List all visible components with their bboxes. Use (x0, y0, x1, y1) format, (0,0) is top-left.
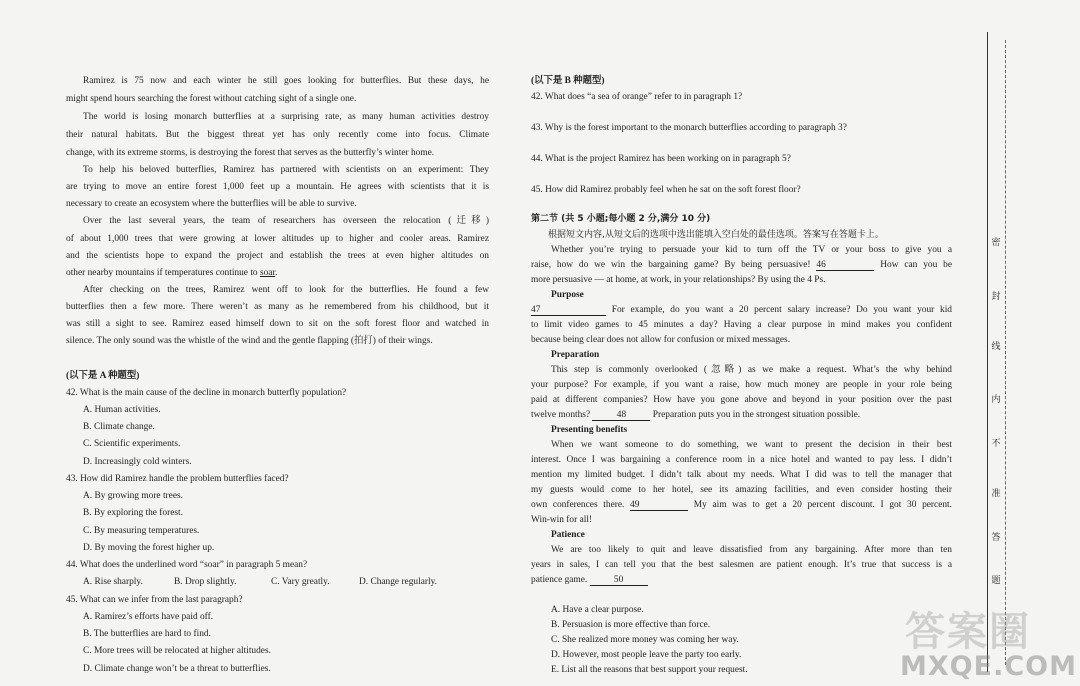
blank-47[interactable]: 47 (531, 305, 606, 316)
option[interactable]: C. More trees will be relocated at higher altitudes. (83, 646, 271, 656)
passage-line: because being clear does not allow for confusion or mixed messages. (531, 335, 791, 345)
binding-dashed-line (1005, 40, 1007, 665)
passage-line: might spend hours searching the forest without catching sight of a single one. (66, 94, 357, 104)
underlined-word-soar: soar (259, 268, 276, 278)
passage-line: When we want someone to do something, we want to present the decision in their best (551, 440, 952, 450)
blank-48[interactable]: 48 (592, 410, 650, 421)
passage-line: necessary to create an ecosystem where the butterflies will be able to survive. (66, 199, 357, 209)
binding-char: 准 (991, 489, 1001, 499)
passage-line (531, 499, 952, 511)
passage-line: their natural habitats. But the biggest threat yet has only recently come into focus. Climate (66, 130, 489, 140)
binding-char: 密 (991, 238, 1001, 248)
part-two-instruction: 根据短文内容,从短文后的选项中选出能填入空白处的最佳选项。答案写在答题卡上。 (548, 230, 884, 240)
passage-line: butterflies then a few more. There weren’t as many as he remembered from his childhood, but it (66, 302, 489, 312)
passage-line: This step is commonly overlooked (忽略) as we make a request. What’s the why behind (551, 365, 952, 375)
heading-purpose: Purpose (551, 290, 584, 300)
question-43-b: 43. Why is the forest important to the monarch butterflies according to paragraph 3? (531, 123, 847, 133)
passage-line: other nearby mountains if temperatures continue to soar. (66, 268, 278, 278)
passage-line: of about 1,000 trees that were growing at lower altitudes up to higher and cooler areas. Ramirez (66, 234, 489, 244)
question-44-b: 44. What is the project Ramirez has been working on in paragraph 5? (531, 154, 791, 164)
option[interactable]: A. Have a clear purpose. (551, 605, 644, 615)
passage-line: interest. Once I was bargaining a conference room in a nice hotel and wanted to pay less. I didn’t (531, 455, 952, 465)
passage-line: change, with its extreme storms, is destroying the forest that serves as the butterfly’s winter home. (66, 148, 435, 158)
blank-49[interactable]: 49 (630, 500, 688, 511)
passage-line: After checking on the trees, Ramirez went off to look for the butterflies. He found a few (83, 285, 489, 295)
heading-presenting-benefits: Presenting benefits (551, 425, 628, 435)
option[interactable]: D. By moving the forest higher up. (83, 543, 215, 553)
passage-line (531, 574, 648, 586)
question-43: 43. How did Ramirez handle the problem butterflies faced? (66, 474, 289, 484)
passage-text: raise, how do we win the bargaining game? By being persuasive! (531, 260, 817, 270)
heading-preparation: Preparation (551, 350, 600, 360)
passage-line (531, 304, 952, 316)
binding-char: 封 (991, 292, 1001, 302)
option[interactable]: A. By growing more trees. (83, 491, 183, 501)
binding-char: 线 (991, 342, 1001, 352)
passage-text: twelve months? (531, 410, 593, 420)
option[interactable]: C. Vary greatly. (271, 577, 330, 587)
binding-char: 答 (991, 533, 1001, 543)
binding-char: 题 (991, 576, 1001, 586)
passage-line: Win-win for all! (531, 515, 593, 525)
watermark-url: MXQE.COM (900, 651, 1077, 682)
passage-line: paid at different companies? How have you gone above and beyond in your position over the past (531, 395, 952, 405)
passage-line: was still a sight to see. Ramirez eased himself down to sit on the soft forest floor and watched in (66, 319, 489, 329)
passage-line: We are too likely to quit and leave dissatisfied from any bargaining. After more than ten (551, 545, 952, 555)
option[interactable]: D. Increasingly cold winters. (83, 457, 192, 467)
passage-text: My aim was to get a 20 percent discount. I got 30 percent. (688, 500, 952, 510)
option[interactable]: B. By exploring the forest. (83, 508, 183, 518)
question-42: 42. What is the main cause of the decline in monarch butterfly population? (66, 388, 347, 398)
binding-line (987, 32, 988, 672)
passage-text: How can you be (874, 260, 952, 270)
binding-char: 内 (991, 395, 1001, 405)
passage-line: your purpose? For example, if you want a raise, how much money are people in your role being (531, 380, 952, 390)
blank-50[interactable]: 50 (590, 575, 648, 586)
heading-patience: Patience (551, 530, 585, 540)
option[interactable]: D. However, most people leave the party too early. (551, 650, 742, 660)
passage-line: Ramirez is 75 now and each winter he still goes looking for butterflies. But these days, he (83, 76, 489, 86)
section-b-header: (以下是 B 种题型) (531, 76, 605, 86)
option[interactable]: A. Ramirez’s efforts have paid off. (83, 612, 214, 622)
passage-text: other nearby mountains if temperatures continue to (66, 268, 260, 278)
passage-line: my guests would come to her hotel, see its amazing facilities, and even consider hosting their (531, 485, 952, 495)
binding-char: 不 (991, 439, 1001, 449)
option[interactable]: D. Climate change won’t be a threat to butterflies. (83, 664, 271, 674)
option[interactable]: C. By measuring temperatures. (83, 526, 200, 536)
option[interactable]: B. Climate change. (83, 422, 155, 432)
passage-text: own conferences there. (531, 500, 631, 510)
part-two-title: 第二节 (共 5 小题;每小题 2 分,满分 10 分) (531, 214, 711, 224)
passage-line: to limit video games to 45 minutes a day? Having a clear purpose in mind makes you confident (531, 320, 952, 330)
passage-line: Over the last several years, the team of researchers has overseen the relocation (迁移) (83, 216, 489, 226)
option[interactable]: B. Drop slightly. (174, 577, 237, 587)
passage-line: silence. The only sound was the whistle of the wind and the gentle flapping (拍打) of their wings. (66, 336, 433, 346)
passage-line: To help his beloved butterflies, Ramirez has partnered with scientists on an experiment: They (83, 165, 489, 175)
option[interactable]: C. She realized more money was coming her way. (551, 635, 739, 645)
passage-line: Whether you’re trying to persuade your kid to turn off the TV or your boss to give you a (551, 245, 952, 255)
passage-line (531, 409, 860, 421)
passage-line: more persuasive — at home, at work, in your relationships? By using the 4 Ps. (531, 275, 826, 285)
blank-46[interactable]: 46 (816, 260, 874, 271)
passage-line: are trying to move an entire forest 1,000 feet up a mountain. He agrees with scientists that it is (66, 182, 489, 192)
passage-line (531, 259, 952, 271)
passage-text: patience game. (531, 575, 590, 585)
passage-text: Preparation puts you in the strongest situation possible. (650, 410, 861, 420)
option[interactable]: D. Change regularly. (359, 577, 438, 587)
passage-line: and the scientists hope to expand the project and establish the trees at even higher altitudes on (66, 251, 489, 261)
option[interactable]: E. List all the reasons that best support your request. (551, 665, 748, 675)
option[interactable]: A. Human activities. (83, 405, 161, 415)
option[interactable]: B. The butterflies are hard to find. (83, 629, 211, 639)
option[interactable]: C. Scientific experiments. (83, 439, 181, 449)
question-42-b: 42. What does “a sea of orange” refer to in paragraph 1? (531, 92, 743, 102)
question-44: 44. What does the underlined word “soar” in paragraph 5 mean? (66, 560, 308, 570)
question-45: 45. What can we infer from the last paragraph? (66, 595, 243, 605)
passage-line: years in sales, I can tell you that the best salesmen are patient enough. It’s true that success is a (531, 560, 952, 570)
passage-line: mention my limited budget. I didn’t talk about my needs. What I did was to tell the manager that (531, 470, 952, 480)
watermark-logo: 答案圈 (905, 609, 1031, 655)
section-a-header: (以下是 A 种题型) (66, 371, 140, 381)
passage-line: The world is losing monarch butterflies at a surprising rate, as many human activities destroy (83, 112, 489, 122)
passage-text: For example, do you want a 20 percent salary increase? Do you want your kid (606, 305, 952, 315)
question-45-b: 45. How did Ramirez probably feel when he sat on the soft forest floor? (531, 185, 801, 195)
option[interactable]: A. Rise sharply. (83, 577, 143, 587)
option[interactable]: B. Persuasion is more effective than force. (551, 620, 711, 630)
